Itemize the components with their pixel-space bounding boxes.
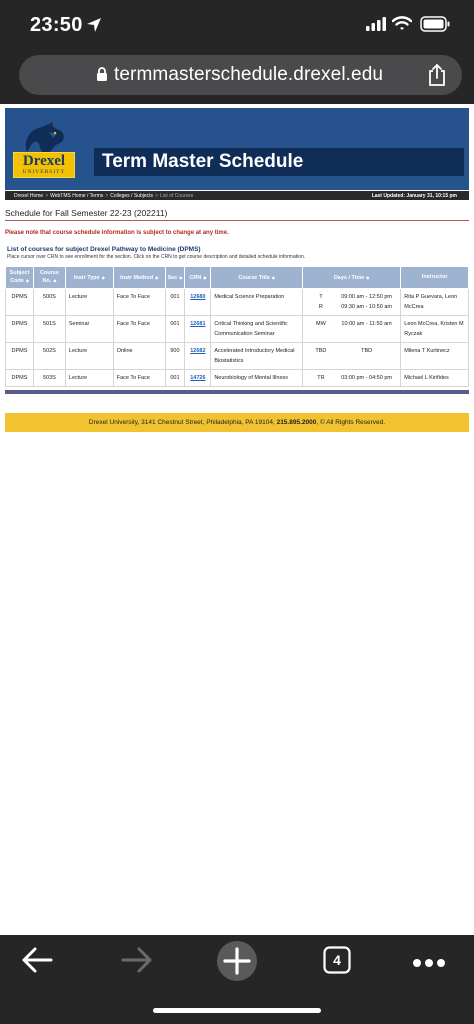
- cell-course-title: Accelerated Introductory Medical Biostatistics: [211, 343, 303, 370]
- sort-icon: ◆: [53, 278, 57, 283]
- meeting-time: 10:00 am - 11:50 am: [341, 321, 392, 327]
- web-page: [0, 104, 474, 935]
- cell-instructor: Milena T Kurtinecz: [401, 343, 469, 370]
- cell-instr-method: Face To Face: [113, 289, 165, 316]
- sort-icon: ◆: [25, 278, 29, 283]
- crn-link[interactable]: 12680: [190, 294, 206, 300]
- cell-instructor: Michael L Kirifides: [401, 370, 469, 387]
- meetings-table: [306, 346, 397, 356]
- cell-instr-type: Lecture: [65, 343, 113, 370]
- crn-link[interactable]: 12681: [190, 321, 206, 327]
- course-list-help: Place cursor over CRN to see enrollment for the section. Click on the CRN to get course description and detailed schedule information.: [7, 254, 306, 260]
- col-instr-method[interactable]: [113, 267, 165, 289]
- cell-sec: 001: [165, 289, 185, 316]
- course-table: [5, 266, 469, 387]
- meeting-time: 09:30 am - 10:50 am: [341, 304, 392, 310]
- col-instr-method-label: Instr Method: [120, 274, 154, 281]
- meeting-row: [306, 373, 397, 383]
- breadcrumb-separator: >: [105, 193, 109, 199]
- meeting-row: [306, 302, 397, 312]
- cell-instr-type: Seminar: [65, 316, 113, 343]
- cell-instr-method: Face To Face: [113, 370, 165, 387]
- cell-sec: 001: [165, 316, 185, 343]
- col-sec-label: Sec: [167, 274, 178, 281]
- cell-course-no: 500S: [33, 289, 65, 316]
- crn-link[interactable]: 14726: [190, 375, 206, 381]
- cell-crn: [185, 343, 211, 370]
- crn-link[interactable]: 12682: [190, 348, 206, 354]
- col-instructor[interactable]: [401, 267, 469, 289]
- meeting-days: MW: [316, 321, 326, 327]
- col-days-time[interactable]: [302, 267, 400, 289]
- cell-sec: 900: [165, 343, 185, 370]
- col-instr-type[interactable]: [65, 267, 113, 289]
- cell-course-no: 502S: [33, 343, 65, 370]
- meeting-days: T: [319, 294, 323, 300]
- logo-sub: UNIVERSITY: [22, 169, 66, 175]
- cell-course-title: Medical Science Preparation: [211, 289, 303, 316]
- cell-instr-method: Face To Face: [113, 316, 165, 343]
- site-banner: [5, 108, 469, 190]
- col-course-title[interactable]: [211, 267, 303, 289]
- footer-address: Drexel University, 3141 Chestnut Street, Philadelphia, PA 19104,: [88, 419, 275, 426]
- sort-icon: ◆: [366, 274, 370, 280]
- signal-icon: [366, 17, 386, 36]
- location-arrow-icon: [86, 17, 102, 38]
- lock-icon: [96, 67, 108, 86]
- divider: [5, 220, 469, 221]
- col-crn-label: CRN: [189, 274, 202, 281]
- tab-count: 4: [333, 952, 341, 968]
- cell-days-time: [302, 343, 400, 370]
- tabs-count-icon[interactable]: [323, 946, 351, 974]
- col-crn[interactable]: [185, 267, 211, 289]
- schedule-heading: Schedule for Fall Semester 22-23 (202211): [5, 208, 168, 218]
- footer-phone: 215.895.2000: [276, 419, 317, 426]
- cell-sec: 001: [165, 370, 185, 387]
- table-row: [6, 316, 469, 343]
- cell-course-title: Critical Thinking and Scientific Communication Seminar: [211, 316, 303, 343]
- table-row: [6, 289, 469, 316]
- drexel-logo[interactable]: [13, 122, 75, 178]
- meetings-table: [306, 292, 397, 312]
- meeting-row: [306, 292, 397, 302]
- meetings-table: [306, 373, 397, 383]
- breadcrumb-separator: >: [45, 193, 49, 199]
- col-course-title-label: Course Title: [238, 274, 270, 281]
- cell-instructor: Leon McCrea, Kristen M Ryczak: [401, 316, 469, 343]
- address-bar[interactable]: [19, 55, 462, 95]
- col-course-no[interactable]: [33, 267, 65, 289]
- cell-days-time: [302, 370, 400, 387]
- footer-rights: , © All Rights Reserved.: [316, 419, 386, 426]
- cell-days-time: [302, 316, 400, 343]
- breadcrumb-separator: >: [155, 193, 158, 199]
- course-list-title: List of courses for subject Drexel Pathway to Medicine (DPMS): [7, 246, 201, 253]
- more-dots-icon[interactable]: [412, 955, 446, 973]
- breadcrumb-webtms-home[interactable]: WebTMS Home / Terms: [50, 193, 104, 199]
- breadcrumb-list-of-courses: List of Courses: [159, 193, 194, 199]
- home-indicator: [153, 1008, 321, 1013]
- breadcrumb-colleges-subjects[interactable]: Colleges / Subjects: [110, 193, 154, 199]
- cell-course-title: Neurobiology of Mental Illness: [211, 370, 303, 387]
- breadcrumb: [5, 191, 469, 200]
- cell-instr-method: Online: [113, 343, 165, 370]
- url-text[interactable]: termmasterschedule.drexel.edu: [114, 64, 384, 85]
- meeting-row: [306, 319, 397, 329]
- wifi-icon: [392, 15, 412, 36]
- site-footer: [5, 413, 469, 432]
- meeting-time: 09:00 am - 12:50 pm: [341, 294, 392, 300]
- meeting-days: R: [318, 304, 323, 310]
- cell-instructor: Rita P Guevara, Leon McCrea: [401, 289, 469, 316]
- sort-icon: ◆: [101, 274, 105, 280]
- cell-crn: [185, 370, 211, 387]
- last-updated: Last Updated: January 31, 10:15 pm: [371, 193, 457, 199]
- cell-subject: DPMS: [6, 289, 34, 316]
- table-row: [6, 343, 469, 370]
- sort-icon: ◆: [155, 274, 159, 280]
- page-title: Term Master Schedule: [102, 151, 304, 172]
- table-header-row: [6, 267, 469, 289]
- cell-crn: [185, 316, 211, 343]
- meeting-time: 03:00 pm - 04:50 pm: [341, 375, 392, 381]
- table-bottom-bar: [5, 390, 469, 394]
- sort-icon: ◆: [271, 274, 275, 280]
- share-icon[interactable]: [427, 63, 447, 92]
- cell-subject: DPMS: [6, 343, 34, 370]
- logo-name: Drexel: [22, 153, 66, 169]
- cell-days-time: [302, 289, 400, 316]
- col-course-no-label: Course No.: [39, 270, 59, 284]
- col-subject-code[interactable]: [6, 267, 34, 289]
- sort-icon: ◆: [203, 274, 207, 280]
- cell-subject: DPMS: [6, 370, 34, 387]
- meeting-days: TBD: [315, 348, 327, 354]
- cell-subject: DPMS: [6, 316, 34, 343]
- new-tab-plus-icon[interactable]: [216, 940, 258, 987]
- forward-arrow-icon[interactable]: [120, 945, 154, 980]
- table-row: [6, 370, 469, 387]
- battery-icon: [420, 16, 450, 37]
- meeting-time: TBD: [361, 348, 373, 354]
- cell-instr-type: Lecture: [65, 289, 113, 316]
- cell-instr-type: Lecture: [65, 370, 113, 387]
- back-arrow-icon[interactable]: [20, 945, 54, 980]
- status-bar: [0, 0, 474, 52]
- sort-icon: ◆: [179, 274, 183, 280]
- col-instructor-label: Instructor: [421, 274, 448, 280]
- cell-course-no: 501S: [33, 316, 65, 343]
- meeting-row: [306, 346, 397, 356]
- col-days-time-label: Days / Time: [333, 274, 365, 281]
- meeting-days: TR: [317, 375, 325, 381]
- breadcrumb-drexel-home[interactable]: Drexel Home: [14, 193, 44, 199]
- col-sec[interactable]: [165, 267, 185, 289]
- schedule-notice: Please note that course schedule information is subject to change at any time.: [5, 230, 229, 236]
- logo-wordmark: [13, 152, 75, 178]
- col-subject-code-label: Subject Code: [9, 270, 30, 284]
- col-instr-type-label: Instr Type: [73, 274, 100, 281]
- status-time: 23:50: [30, 14, 83, 36]
- cell-course-no: 503S: [33, 370, 65, 387]
- meetings-table: [306, 319, 397, 329]
- cell-crn: [185, 289, 211, 316]
- title-bar: [94, 148, 464, 176]
